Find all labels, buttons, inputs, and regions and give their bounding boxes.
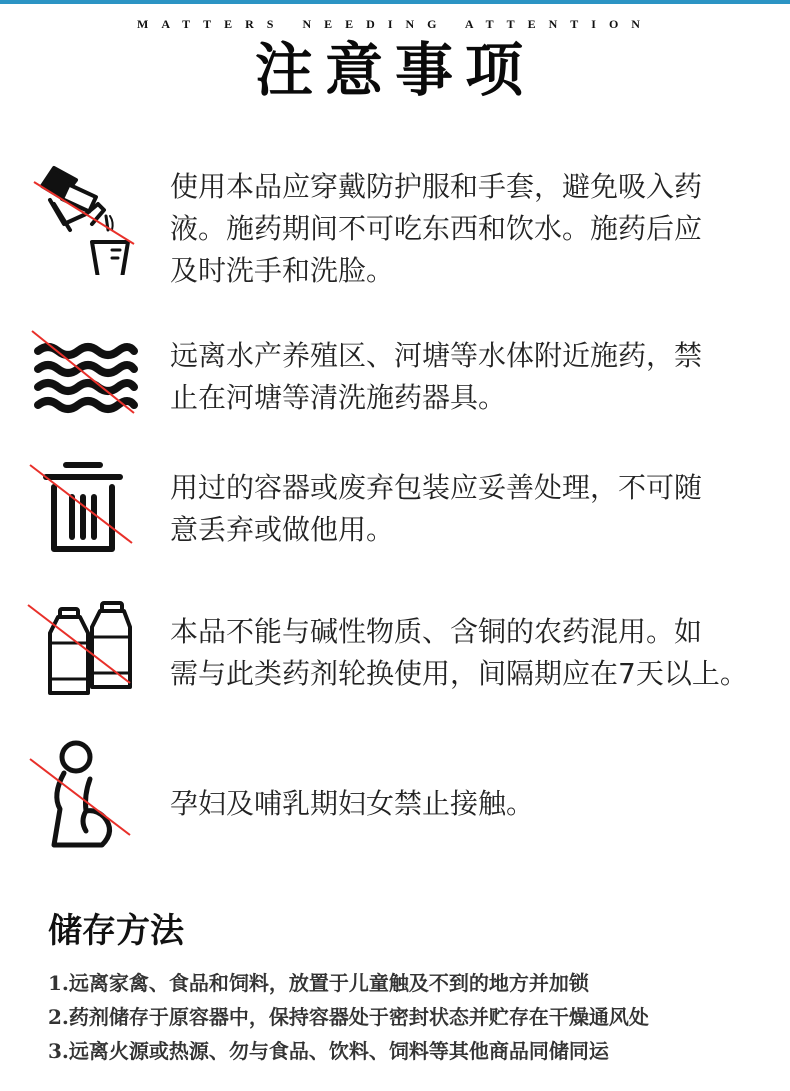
storage-section-title: 储存方法 (48, 911, 184, 951)
bottles-icon (24, 597, 139, 712)
storage-list (48, 966, 778, 1068)
trash-can-icon (24, 457, 139, 572)
notice-text: 远离水产养殖区、河塘等水体附近施药，禁 止在河塘等清洗施药器具。 (170, 339, 703, 414)
pouring-liquid-icon (24, 160, 139, 275)
notice-text: 使用本品应穿戴防护服和手套，避免吸入药 液。施药期间不可吃东西和饮水。施药后应 及时洗手和洗脸。 (170, 170, 703, 287)
notice-text: 用过的容器或废弃包装应妥善处理，不可随 意丢弃或做他用。 (170, 471, 703, 546)
water-waves-icon (24, 325, 139, 440)
storage-item: 2.药剂储存于原容器中，保持容器处于密封状态并贮存在干燥通风处 (48, 1005, 649, 1029)
storage-item: 1.远离家禽、食品和饲料，放置于儿童触及不到的地方并加锁 (48, 971, 589, 995)
pregnant-woman-icon (24, 735, 139, 850)
top-accent-line (0, 0, 790, 4)
notice-text: 孕妇及哺乳期妇女禁止接触。 (170, 787, 535, 820)
storage-item: 3.远离火源或热源、勿与食品、饮料、饲料等其他商品同储同运 (48, 1039, 609, 1063)
notice-text: 本品不能与碱性物质、含铜的农药混用。如 需与此类药剂轮换使用，间隔期应在7天以上。 (170, 615, 748, 690)
page-title: 注意事项 (254, 36, 535, 104)
page-subtitle: MATTERS NEEDING ATTENTION (137, 17, 653, 31)
